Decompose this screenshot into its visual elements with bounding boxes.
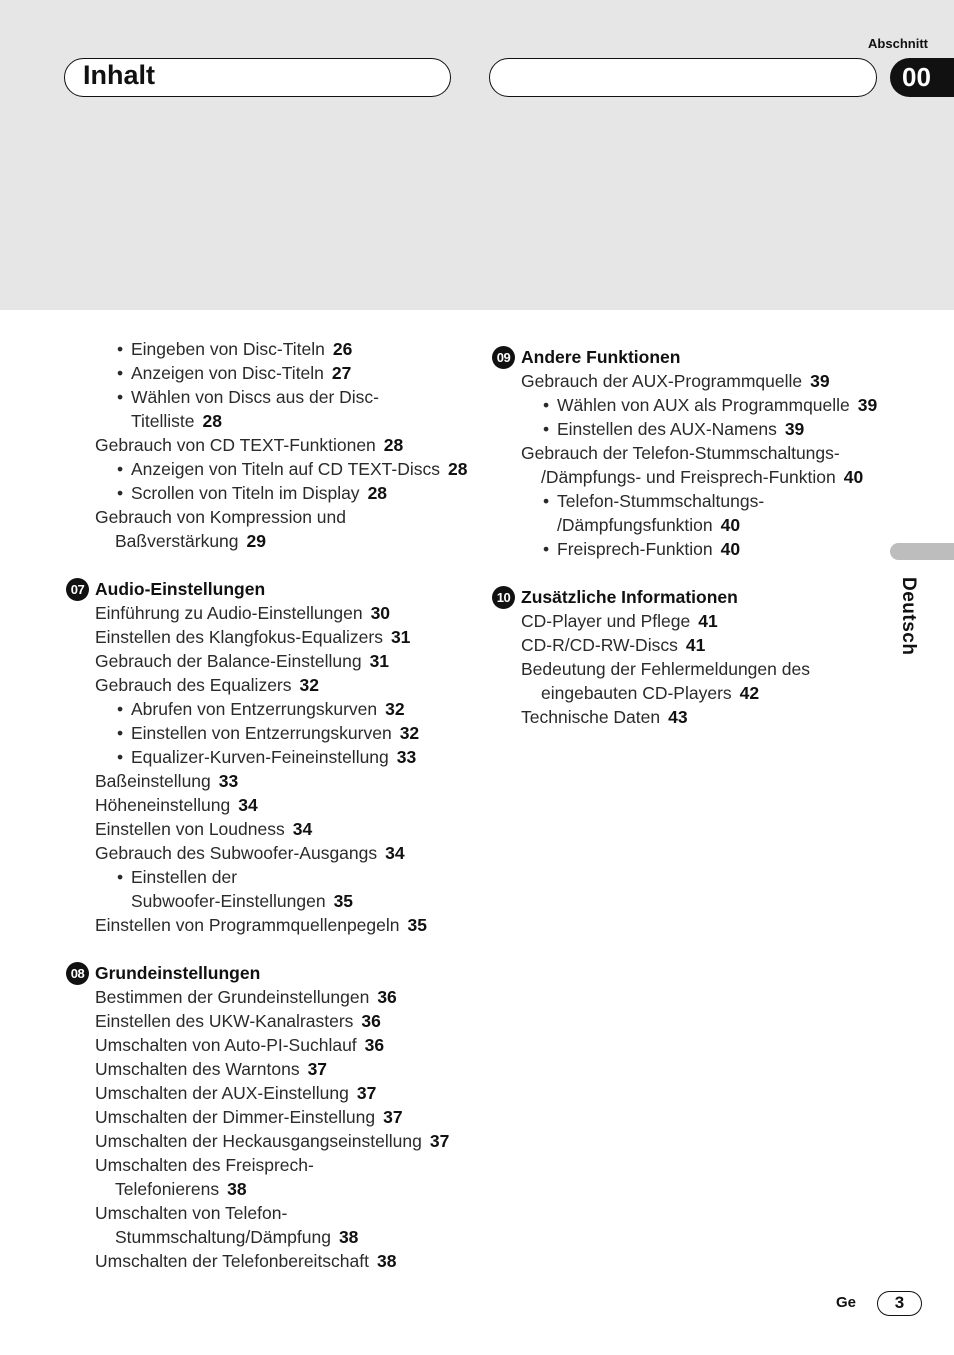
toc-entry-text: Equalizer-Kurven-Feineinstellung [131, 747, 389, 767]
toc-right-column [492, 345, 882, 729]
section-number-badge: 07 [66, 578, 89, 601]
toc-page-number: 39 [784, 419, 805, 439]
toc-entry-text: Umschalten von Telefon- [95, 1203, 288, 1223]
toc-entry-text: Umschalten der Heckausgangseinstellung [95, 1131, 422, 1151]
toc-section-heading[interactable] [66, 961, 466, 985]
toc-page-number: 37 [429, 1131, 450, 1151]
toc-entry-text: CD-Player und Pflege [521, 611, 691, 631]
toc-entry-text: Stummschaltung/Dämpfung [115, 1227, 331, 1247]
toc-page-number: 40 [720, 539, 741, 559]
toc-subentry[interactable] [492, 513, 882, 537]
toc-entry[interactable] [492, 681, 882, 705]
toc-page-number: 38 [338, 1227, 359, 1247]
toc-entry[interactable] [66, 649, 466, 673]
toc-entry[interactable] [66, 529, 466, 553]
toc-page-number: 31 [390, 627, 411, 647]
toc-entry[interactable] [66, 1057, 466, 1081]
toc-entry[interactable] [492, 633, 882, 657]
language-label: Deutsch [898, 577, 919, 656]
section-gap [66, 553, 466, 577]
toc-entry[interactable] [492, 441, 882, 465]
toc-page-number: 26 [332, 339, 353, 359]
toc-subentry[interactable] [492, 417, 882, 441]
toc-entry[interactable] [66, 1153, 466, 1177]
header-empty-box [489, 58, 877, 97]
section-title: Grundeinstellungen [95, 963, 261, 983]
chapter-badge: 00 [890, 58, 954, 97]
toc-entry[interactable] [66, 1177, 466, 1201]
toc-page-number: 35 [333, 891, 354, 911]
toc-page-number: 39 [857, 395, 878, 415]
toc-page-number: 37 [356, 1083, 377, 1103]
toc-subentry[interactable] [492, 537, 882, 561]
toc-subentry[interactable] [66, 457, 466, 481]
toc-entry[interactable] [66, 1225, 466, 1249]
section-title: Zusätzliche Informationen [521, 587, 738, 607]
toc-entry[interactable] [492, 465, 882, 489]
toc-entry-text: Umschalten der AUX-Einstellung [95, 1083, 349, 1103]
toc-entry-text: Einstellen des UKW-Kanalrasters [95, 1011, 354, 1031]
section-number-badge: 10 [492, 586, 515, 609]
toc-entry-text: Eingeben von Disc-Titeln [131, 339, 325, 359]
toc-entry-text: Freisprech-Funktion [557, 539, 713, 559]
toc-entry-text: Umschalten von Auto-PI-Suchlauf [95, 1035, 357, 1055]
toc-page-number: 36 [364, 1035, 385, 1055]
toc-entry-text: Wählen von Discs aus der Disc- [131, 387, 379, 407]
toc-entry-text: Gebrauch von Kompression und [95, 507, 346, 527]
toc-page-number: 28 [367, 483, 388, 503]
toc-subentry[interactable] [66, 385, 466, 409]
toc-subentry[interactable] [66, 361, 466, 385]
toc-entry[interactable] [66, 1201, 466, 1225]
toc-page-number: 34 [238, 795, 258, 815]
toc-page-number: 43 [668, 707, 688, 727]
toc-entry-text: Einstellen des AUX-Namens [557, 419, 777, 439]
toc-subentry[interactable] [492, 393, 882, 417]
toc-entry-text: eingebauten CD-Players [541, 683, 732, 703]
toc-entry-text: Anzeigen von Titeln auf CD TEXT-Discs [131, 459, 440, 479]
toc-page-number: 36 [361, 1011, 381, 1031]
toc-entry[interactable] [66, 673, 466, 697]
toc-entry[interactable] [66, 625, 466, 649]
page-number: 3 [877, 1291, 922, 1316]
toc-page-number: 30 [370, 603, 391, 623]
toc-entry-text: Einstellen von Programmquellenpegeln [95, 915, 400, 935]
header-band [0, 0, 954, 310]
section-gap [492, 561, 882, 585]
toc-entry-text: Abrufen von Entzerrungskurven [131, 699, 378, 719]
toc-page-number: 40 [843, 467, 864, 487]
toc-section-heading[interactable] [492, 585, 882, 609]
toc-subentry[interactable] [66, 745, 466, 769]
toc-page-number: 37 [307, 1059, 328, 1079]
toc-page-number: 36 [377, 987, 397, 1007]
toc-entry-text: Bedeutung der Fehlermeldungen des [521, 659, 810, 679]
toc-entry-text: Gebrauch der Balance-Einstellung [95, 651, 362, 671]
toc-entry-text: Einstellen der [131, 867, 238, 887]
toc-entry-text: /Dämpfungs- und Freisprech-Funktion [541, 467, 836, 487]
toc-page-number: 39 [810, 371, 830, 391]
toc-entry[interactable] [66, 841, 466, 865]
toc-page-number: 27 [331, 363, 352, 383]
toc-entry[interactable] [66, 1249, 466, 1273]
toc-left-column [66, 337, 466, 1273]
toc-entry-text: Einstellen des Klangfokus-Equalizers [95, 627, 383, 647]
toc-page-number: 28 [202, 411, 223, 431]
toc-page-number: 38 [227, 1179, 247, 1199]
toc-entry[interactable] [66, 1033, 466, 1057]
toc-section-heading[interactable] [66, 577, 466, 601]
toc-subentry[interactable] [66, 337, 466, 361]
toc-page-number: 34 [292, 819, 313, 839]
toc-entry-text: Subwoofer-Einstellungen [131, 891, 326, 911]
toc-page-number: 34 [385, 843, 405, 863]
toc-entry[interactable] [66, 505, 466, 529]
toc-entry[interactable] [66, 1129, 466, 1153]
toc-entry[interactable] [492, 609, 882, 633]
section-gap [66, 937, 466, 961]
toc-entry[interactable] [66, 1081, 466, 1105]
toc-page-number: 29 [246, 531, 266, 551]
toc-entry-text: Wählen von AUX als Programmquelle [557, 395, 850, 415]
toc-entry-text: Scrollen von Titeln im Display [131, 483, 360, 503]
toc-entry-text: Umschalten des Warntons [95, 1059, 300, 1079]
toc-entry-text: Titelliste [131, 411, 195, 431]
toc-entry-text: Anzeigen von Disc-Titeln [131, 363, 324, 383]
toc-entry-text: Gebrauch von CD TEXT-Funktionen [95, 435, 376, 455]
toc-subentry[interactable] [66, 721, 466, 745]
section-label: Abschnitt [868, 36, 928, 51]
page-title: Inhalt [83, 60, 155, 90]
toc-entry[interactable] [66, 433, 466, 457]
section-title: Andere Funktionen [521, 347, 681, 367]
toc-entry-text: Telefonierens [115, 1179, 220, 1199]
toc-subentry[interactable] [66, 409, 466, 433]
toc-entry[interactable] [66, 913, 466, 937]
toc-entry[interactable] [66, 769, 466, 793]
toc-entry[interactable] [492, 369, 882, 393]
toc-page-number: 33 [218, 771, 239, 791]
toc-subentry[interactable] [66, 481, 466, 505]
toc-entry-text: Technische Daten [521, 707, 661, 727]
toc-entry[interactable] [66, 985, 466, 1009]
toc-page-number: 40 [720, 515, 741, 535]
toc-entry-text: Einstellen von Loudness [95, 819, 285, 839]
toc-entry-text: Umschalten des Freisprech- [95, 1155, 314, 1175]
toc-section-heading[interactable] [492, 345, 882, 369]
toc-entry[interactable] [66, 1105, 466, 1129]
toc-subentry[interactable] [66, 889, 466, 913]
toc-entry[interactable] [66, 1009, 466, 1033]
toc-entry[interactable] [66, 793, 466, 817]
section-number-badge: 09 [492, 346, 515, 369]
toc-entry-text: Baßverstärkung [115, 531, 239, 551]
toc-entry[interactable] [66, 601, 466, 625]
section-number-badge: 08 [66, 962, 89, 985]
toc-entry-text: Gebrauch des Subwoofer-Ausgangs [95, 843, 378, 863]
section-title: Audio-Einstellungen [95, 579, 266, 599]
language-tab [890, 543, 954, 560]
toc-page-number: 28 [383, 435, 404, 455]
toc-entry-text: Gebrauch der Telefon-Stummschaltungs- [521, 443, 840, 463]
toc-entry-text: Gebrauch des Equalizers [95, 675, 292, 695]
title-box [64, 58, 451, 97]
toc-entry-text: Höheneinstellung [95, 795, 231, 815]
toc-page-number: 41 [685, 635, 706, 655]
toc-entry-text: Einstellen von Entzerrungskurven [131, 723, 392, 743]
toc-page-number: 37 [383, 1107, 403, 1127]
toc-entry[interactable] [492, 657, 882, 681]
toc-subentry[interactable] [66, 697, 466, 721]
toc-page-number: 42 [739, 683, 760, 703]
toc-subentry[interactable] [66, 865, 466, 889]
toc-entry-text: Baßeinstellung [95, 771, 211, 791]
toc-entry-text: Einführung zu Audio-Einstellungen [95, 603, 363, 623]
toc-entry-text: CD-R/CD-RW-Discs [521, 635, 678, 655]
toc-entry[interactable] [66, 817, 466, 841]
toc-page-number: 33 [396, 747, 417, 767]
toc-subentry[interactable] [492, 489, 882, 513]
toc-entry[interactable] [492, 705, 882, 729]
toc-page-number: 32 [299, 675, 319, 695]
toc-entry-text: Umschalten der Telefonbereitschaft [95, 1251, 369, 1271]
footer-language-code: Ge [836, 1294, 857, 1311]
toc-page-number: 35 [407, 915, 427, 935]
toc-page-number: 38 [377, 1251, 397, 1271]
toc-entry-text: Bestimmen der Grundeinstellungen [95, 987, 370, 1007]
toc-page-number: 41 [698, 611, 718, 631]
toc-entry-text: /Dämpfungsfunktion [557, 515, 713, 535]
toc-page-number: 32 [399, 723, 420, 743]
toc-entry-text: Gebrauch der AUX-Programmquelle [521, 371, 803, 391]
toc-entry-text: Umschalten der Dimmer-Einstellung [95, 1107, 376, 1127]
toc-page-number: 28 [447, 459, 468, 479]
toc-entry-text: Telefon-Stummschaltungs- [557, 491, 765, 511]
toc-page-number: 31 [369, 651, 390, 671]
toc-page-number: 32 [385, 699, 405, 719]
